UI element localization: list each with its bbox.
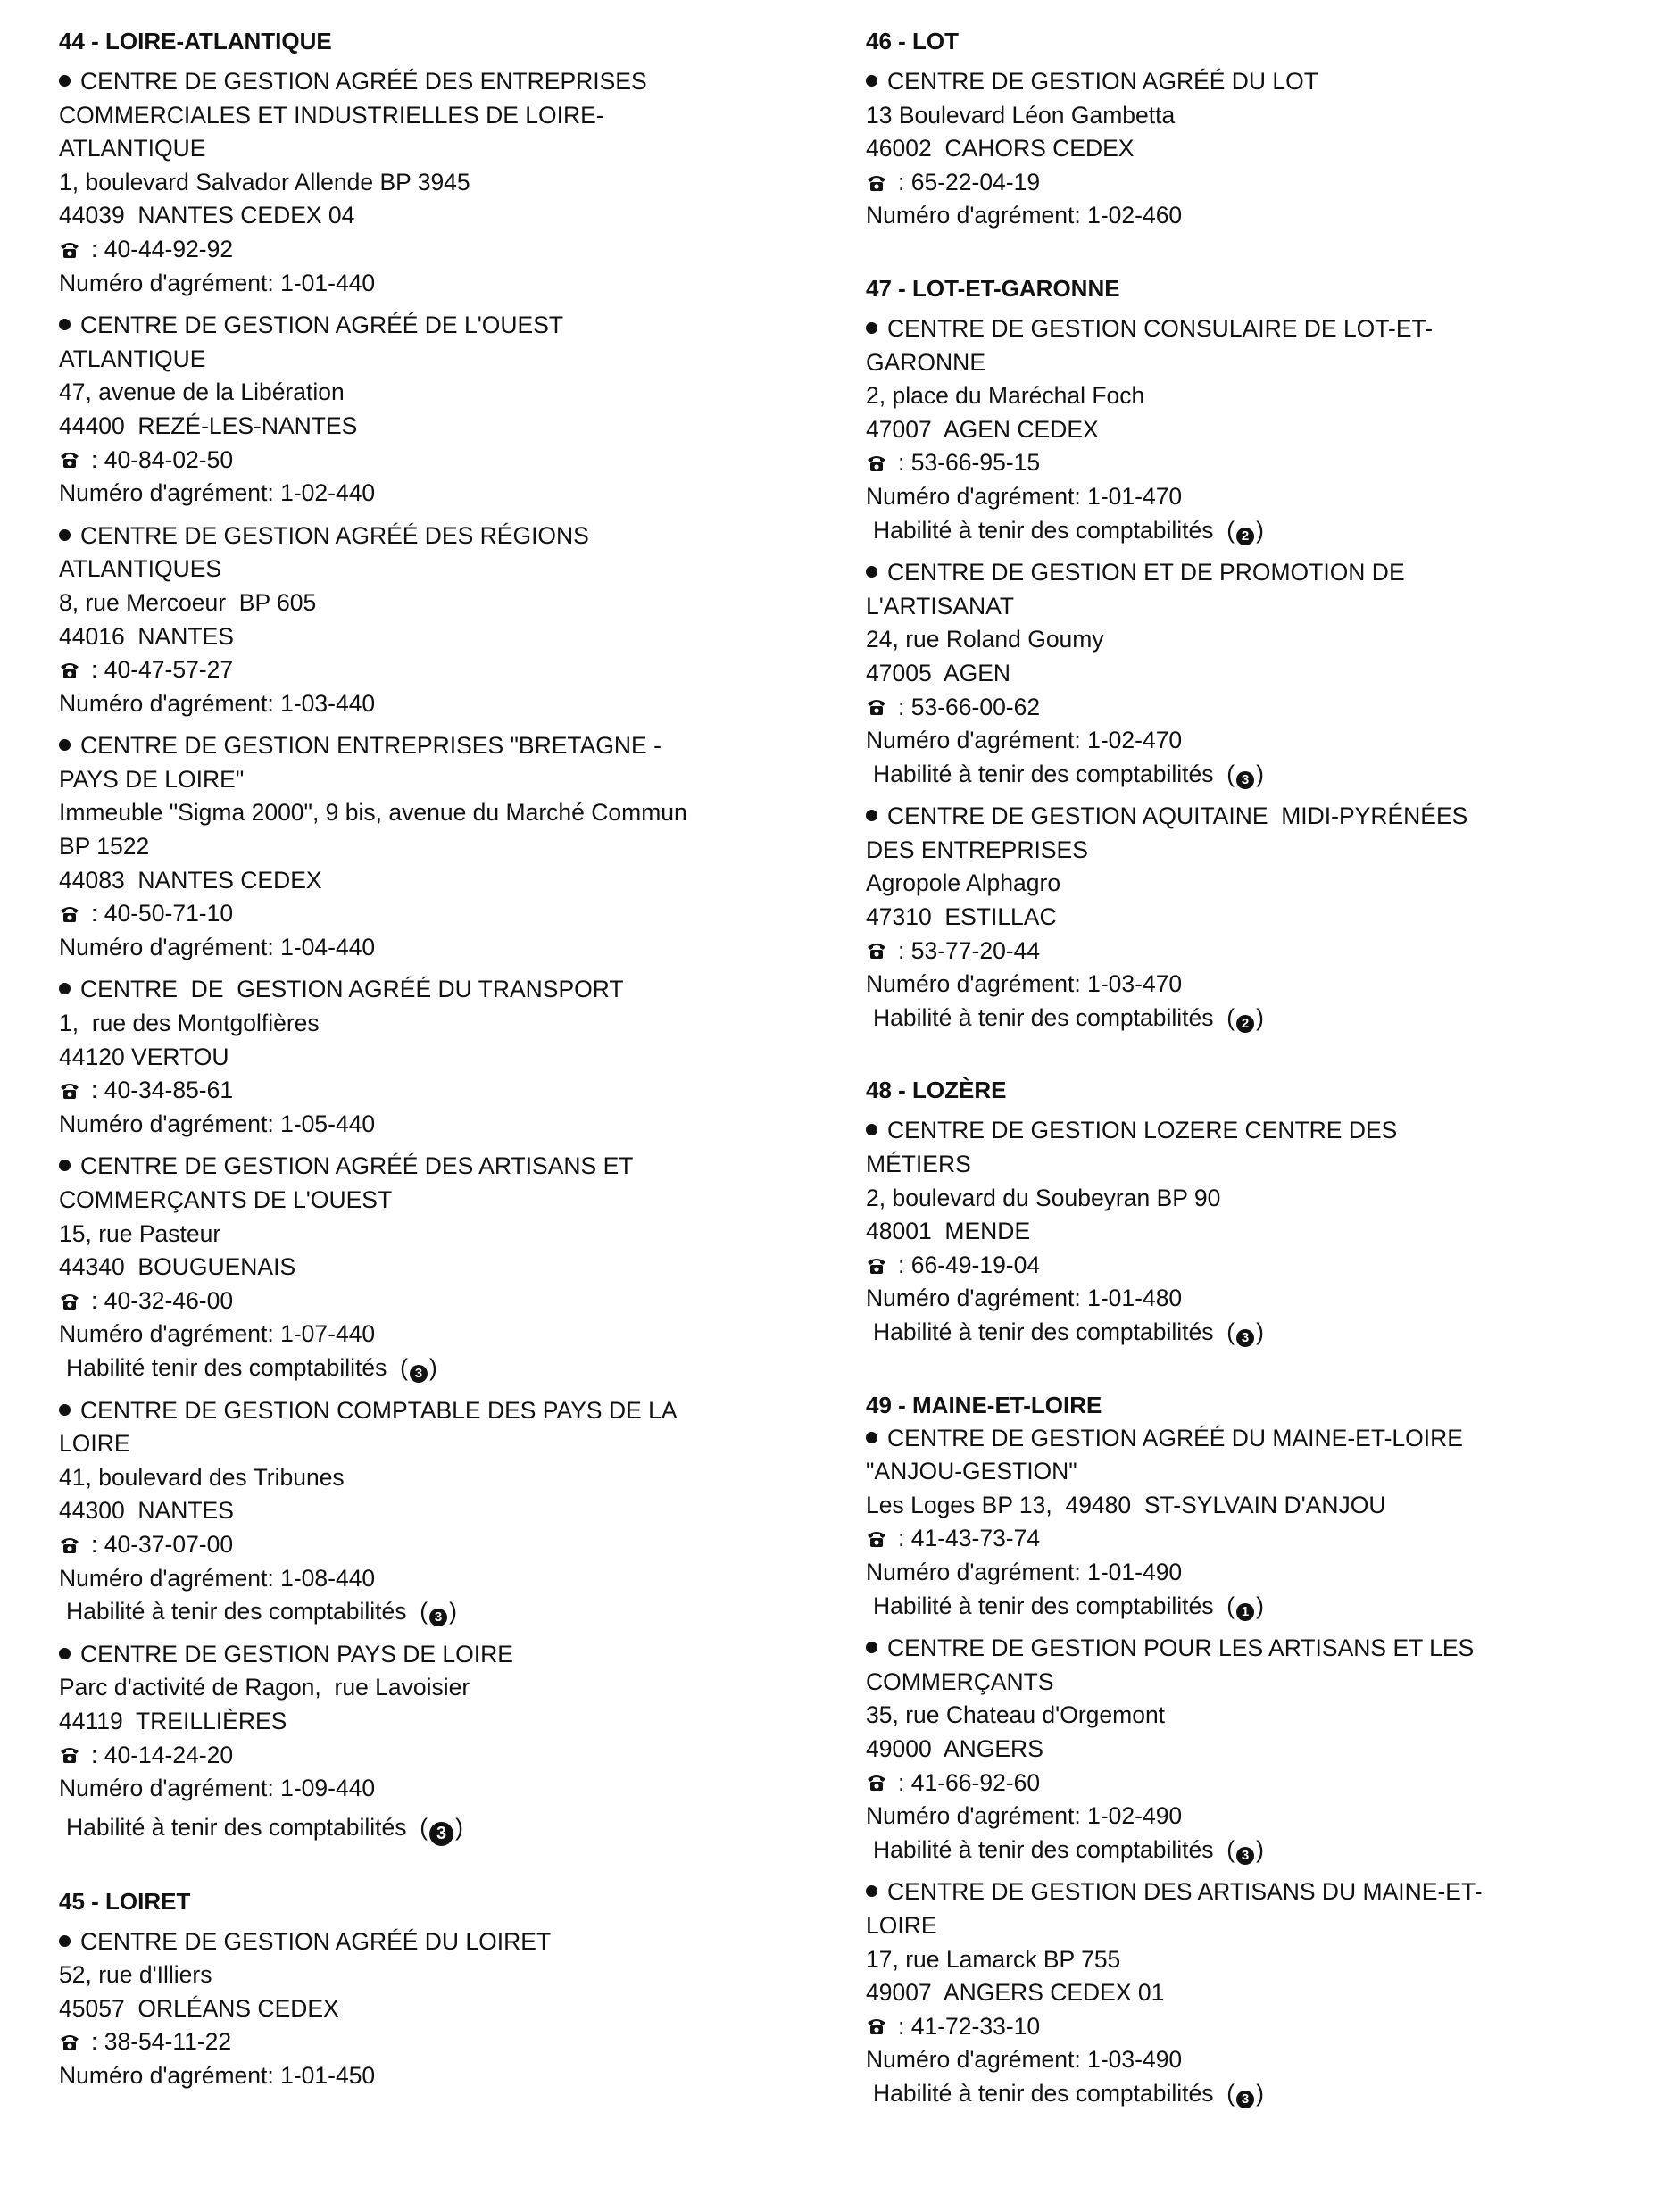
entry-agrement: Numéro d'agrément: 1-02-490	[866, 1802, 1183, 1830]
phone-icon	[59, 1535, 80, 1555]
entry-city: 44119 TREILLIÈRES	[59, 1707, 287, 1734]
directory-entry	[866, 800, 1616, 1035]
entry-address: 1, rue des Montgolfières	[59, 1010, 320, 1037]
phone-icon	[866, 1256, 887, 1276]
entry-city: 44016 NANTES	[59, 622, 234, 650]
directory-entry	[59, 729, 827, 964]
entry-address: Immeuble "Sigma 2000", 9 bis, avenue du Marché Commun	[59, 799, 687, 827]
entry-habilitation: Habilité à tenir des comptabilités ( 1 )	[873, 1592, 1264, 1619]
entry-name: GARONNE	[866, 348, 985, 376]
entry-habilitation: Habilité tenir des comptabilités ( 3 )	[66, 1353, 437, 1381]
entry-city: 44400 REZÉ-LES-NANTES	[59, 412, 358, 439]
left-column	[59, 25, 827, 2102]
entry-name: CENTRE DE GESTION LOZERE CENTRE DES	[887, 1117, 1398, 1144]
entry-phone: : 40-14-24-20	[91, 1741, 234, 1768]
department-heading: 47 - LOT-ET-GARONNE	[866, 274, 1120, 302]
entry-phone: : 41-43-73-74	[898, 1525, 1041, 1552]
entry-address: 13 Boulevard Léon Gambetta	[866, 101, 1176, 129]
entry-phone: : 66-49-19-04	[898, 1251, 1041, 1278]
circled-number-icon: 3	[1236, 2091, 1254, 2108]
entry-name: CENTRE DE GESTION ENTREPRISES "BRETAGNE -	[80, 732, 661, 760]
entry-agrement: Numéro d'agrément: 1-02-460	[866, 202, 1183, 229]
entry-name: ATLANTIQUE	[59, 345, 206, 372]
entry-city: 47310 ESTILLAC	[866, 903, 1057, 931]
entry-agrement: Numéro d'agrément: 1-03-490	[866, 2046, 1183, 2074]
phone-icon	[866, 453, 887, 473]
entry-name: CENTRE DE GESTION AQUITAINE MIDI-PYRÉNÉES	[887, 802, 1468, 830]
entry-name: LOIRE	[866, 1911, 937, 1939]
entry-city: 44039 NANTES CEDEX 04	[59, 202, 355, 229]
bullet-icon	[59, 1404, 71, 1416]
department-heading: 46 - LOT	[866, 28, 960, 54]
bullet-icon	[59, 1160, 71, 1171]
circled-number-icon: 1	[1236, 1603, 1254, 1621]
entry-city: 48001 MENDE	[866, 1218, 1031, 1245]
entry-address: 1, boulevard Salvador Allende BP 3945	[59, 168, 470, 195]
entry-address: 41, boulevard des Tribunes	[59, 1463, 345, 1491]
bullet-icon	[866, 566, 877, 578]
entry-agrement: Numéro d'agrément: 1-01-480	[866, 1285, 1183, 1312]
phone-icon	[59, 661, 80, 680]
entry-name: ATLANTIQUE	[59, 135, 206, 162]
entry-phone: : 65-22-04-19	[898, 168, 1041, 195]
entry-phone: : 41-72-33-10	[898, 2012, 1041, 2040]
entry-address: 15, rue Pasteur	[59, 1219, 221, 1247]
entry-address: 2, place du Maréchal Foch	[866, 382, 1145, 410]
bullet-icon	[59, 1935, 71, 1947]
directory-entry	[866, 556, 1616, 791]
entry-agrement: Numéro d'agrément: 1-02-440	[59, 479, 376, 507]
entry-agrement: Numéro d'agrément: 1-01-450	[59, 2062, 376, 2090]
entry-agrement: Numéro d'agrément: 1-05-440	[59, 1110, 376, 1137]
entry-address: Agropole Alphagro	[866, 869, 1061, 897]
entry-name: MÉTIERS	[866, 1151, 971, 1178]
entry-phone: : 41-66-92-60	[898, 1768, 1041, 1796]
bullet-icon	[866, 1432, 877, 1443]
entry-address: Parc d'activité de Ragon, rue Lavoisier	[59, 1674, 470, 1701]
entry-address: Les Loges BP 13, 49480 ST-SYLVAIN D'ANJOU	[866, 1491, 1386, 1518]
entry-habilitation: Habilité à tenir des comptabilités ( 3 )	[873, 1835, 1264, 1863]
entry-city: 45057 ORLÉANS CEDEX	[59, 1994, 339, 2022]
entry-address: BP 1522	[59, 833, 150, 861]
entry-agrement: Numéro d'agrément: 1-03-440	[59, 689, 376, 717]
directory-entry	[866, 1875, 1616, 2110]
entry-name: CENTRE DE GESTION AGRÉÉ DU LOT	[887, 68, 1318, 95]
directory-entry	[59, 973, 827, 1141]
entry-habilitation: Habilité à tenir des comptabilités ( 2 )	[873, 1003, 1264, 1031]
entry-agrement: Numéro d'agrément: 1-01-470	[866, 482, 1183, 510]
phone-icon	[59, 450, 80, 470]
bullet-icon	[866, 810, 877, 821]
entry-address: 24, rue Roland Goumy	[866, 626, 1104, 653]
circled-number-icon: 3	[429, 1822, 453, 1846]
entry-phone: : 53-77-20-44	[898, 936, 1041, 964]
phone-icon	[866, 697, 887, 717]
directory-entry	[59, 1150, 827, 1385]
entry-agrement: Numéro d'agrément: 1-04-440	[59, 933, 376, 960]
circled-number-icon: 3	[1236, 1329, 1254, 1347]
entry-name: CENTRE DE GESTION AGRÉÉ DES ENTREPRISES	[80, 68, 647, 95]
phone-icon	[866, 1529, 887, 1549]
entry-address: 8, rue Mercoeur BP 605	[59, 588, 317, 616]
entry-phone: : 38-54-11-22	[91, 2028, 232, 2056]
phone-icon	[59, 1745, 80, 1765]
circled-number-icon: 3	[1236, 1847, 1254, 1865]
entry-address: 35, rue Chateau d'Orgemont	[866, 1701, 1166, 1729]
circled-number-icon: 3	[410, 1365, 428, 1383]
entry-habilitation: Habilité à tenir des comptabilités ( 3 )	[873, 760, 1264, 787]
directory-entry	[59, 520, 827, 721]
circled-number-icon: 3	[429, 1609, 447, 1626]
circled-number-icon: 2	[1236, 528, 1254, 545]
entry-agrement: Numéro d'agrément: 1-09-440	[59, 1775, 376, 1802]
entry-phone: : 40-50-71-10	[91, 900, 234, 927]
bullet-icon	[866, 1642, 877, 1653]
entry-habilitation: Habilité à tenir des comptabilités ( 3 )	[873, 1318, 1264, 1345]
entry-name: CENTRE DE GESTION ET DE PROMOTION DE	[887, 559, 1405, 586]
entry-name: CENTRE DE GESTION AGRÉÉ DU LOIRET	[80, 1927, 552, 1955]
entry-address: 2, boulevard du Soubeyran BP 90	[866, 1184, 1221, 1211]
entry-city: 44120 VERTOU	[59, 1043, 229, 1070]
bullet-icon	[866, 1124, 877, 1135]
entry-name: CENTRE DE GESTION POUR LES ARTISANS ET LES	[887, 1634, 1475, 1662]
entry-phone: : 40-37-07-00	[91, 1530, 234, 1558]
entry-name: CENTRE DE GESTION DES ARTISANS DU MAINE-ET-	[887, 1878, 1483, 1906]
entry-city: 47007 AGEN CEDEX	[866, 415, 1099, 443]
entry-city: 44083 NANTES CEDEX	[59, 866, 322, 894]
phone-icon	[866, 1773, 887, 1792]
entry-city: 44340 BOUGUENAIS	[59, 1253, 296, 1281]
directory-entry	[59, 65, 827, 300]
entry-agrement: Numéro d'agrément: 1-07-440	[59, 1320, 376, 1348]
directory-entry	[59, 1638, 827, 1846]
circled-number-icon: 2	[1236, 1015, 1254, 1033]
phone-icon	[866, 173, 887, 193]
entry-name: COMMERCIALES ET INDUSTRIELLES DE LOIRE-	[59, 101, 604, 129]
directory-entry	[59, 1394, 827, 1629]
entry-habilitation: Habilité à tenir des comptabilités ( 2 )	[873, 516, 1264, 544]
directory-entry	[866, 1114, 1616, 1349]
entry-name: LOIRE	[59, 1430, 130, 1458]
directory-entry	[59, 1925, 827, 2093]
entry-habilitation: Habilité à tenir des comptabilités ( 3 )	[66, 1598, 457, 1626]
entry-agrement: Numéro d'agrément: 1-08-440	[59, 1564, 376, 1592]
directory-entry	[866, 1632, 1616, 1867]
entry-habilitation: Habilité à tenir des comptabilités ( 3 )	[873, 2079, 1264, 2107]
bullet-icon	[59, 739, 71, 751]
entry-phone: : 40-84-02-50	[91, 445, 234, 473]
directory-entry	[59, 309, 827, 511]
entry-phone: : 53-66-95-15	[898, 449, 1041, 477]
entry-name: PAYS DE LOIRE"	[59, 765, 245, 793]
entry-phone: : 40-44-92-92	[91, 235, 234, 262]
phone-icon	[59, 1292, 80, 1311]
circled-number-icon: 3	[1236, 771, 1254, 789]
entry-name: COMMERÇANTS	[866, 1667, 1054, 1695]
entry-city: 49000 ANGERS	[866, 1734, 1043, 1762]
entry-address: 52, rue d'Illiers	[59, 1961, 212, 1989]
entry-name: CENTRE DE GESTION AGRÉÉ DU TRANSPORT	[80, 976, 624, 1003]
entry-name: CENTRE DE GESTION AGRÉÉ DES RÉGIONS	[80, 521, 589, 549]
phone-icon	[59, 240, 80, 260]
bullet-icon	[59, 1648, 71, 1659]
entry-city: 47005 AGEN	[866, 659, 1011, 686]
bullet-icon	[59, 983, 71, 994]
phone-icon	[59, 1081, 80, 1101]
entry-agrement: Numéro d'agrément: 1-01-490	[866, 1558, 1183, 1585]
entry-city: 44300 NANTES	[59, 1497, 234, 1525]
right-column	[866, 25, 1616, 2119]
entry-name: DES ENTREPRISES	[866, 836, 1088, 863]
bullet-icon	[59, 529, 71, 541]
entry-phone: : 53-66-00-62	[898, 693, 1041, 720]
entry-name: CENTRE DE GESTION AGRÉÉ DES ARTISANS ET	[80, 1152, 634, 1180]
department-heading: 45 - LOIRET	[59, 1887, 191, 1915]
entry-habilitation: Habilité à tenir des comptabilités ( 3 )	[59, 1811, 827, 1846]
entry-agrement: Numéro d'agrément: 1-01-440	[59, 269, 376, 296]
entry-name: CENTRE DE GESTION PAYS DE LOIRE	[80, 1640, 513, 1667]
department-heading: 49 - MAINE-ET-LOIRE	[866, 1391, 1102, 1418]
phone-icon	[59, 2033, 80, 2052]
bullet-icon	[59, 75, 71, 87]
entry-name: "ANJOU-GESTION"	[866, 1458, 1077, 1485]
entry-address: 17, rue Lamarck BP 755	[866, 1945, 1121, 1973]
bullet-icon	[866, 1885, 877, 1897]
entry-name: CENTRE DE GESTION CONSULAIRE DE LOT-ET-	[887, 314, 1434, 342]
entry-city: 49007 ANGERS CEDEX 01	[866, 1979, 1165, 2007]
bullet-icon	[59, 319, 71, 330]
entry-agrement: Numéro d'agrément: 1-03-470	[866, 970, 1183, 998]
directory-entry	[866, 65, 1616, 233]
directory-entry	[866, 1422, 1616, 1624]
phone-icon	[59, 904, 80, 924]
department-heading: 48 - LOZÈRE	[866, 1077, 1007, 1104]
entry-city: 46002 CAHORS CEDEX	[866, 135, 1135, 162]
bullet-icon	[866, 322, 877, 334]
phone-icon	[866, 941, 887, 960]
phone-icon	[866, 2017, 887, 2036]
directory-entry	[866, 312, 1616, 547]
entry-phone: : 40-34-85-61	[91, 1077, 234, 1104]
entry-name: ATLANTIQUES	[59, 555, 222, 583]
department-heading: 44 - LOIRE-ATLANTIQUE	[59, 28, 332, 54]
entry-phone: : 40-47-57-27	[91, 656, 234, 684]
entry-name: CENTRE DE GESTION AGRÉÉ DU MAINE-ET-LOIRE	[887, 1424, 1463, 1451]
entry-phone: : 40-32-46-00	[91, 1286, 234, 1314]
entry-agrement: Numéro d'agrément: 1-02-470	[866, 727, 1183, 754]
entry-address: 47, avenue de la Libération	[59, 378, 345, 406]
entry-name: CENTRE DE GESTION AGRÉÉ DE L'OUEST	[80, 312, 564, 339]
entry-name: L'ARTISANAT	[866, 592, 1015, 620]
bullet-icon	[866, 75, 877, 87]
entry-name: CENTRE DE GESTION COMPTABLE DES PAYS DE LA	[80, 1396, 678, 1424]
entry-name: COMMERÇANTS DE L'OUEST	[59, 1186, 393, 1213]
